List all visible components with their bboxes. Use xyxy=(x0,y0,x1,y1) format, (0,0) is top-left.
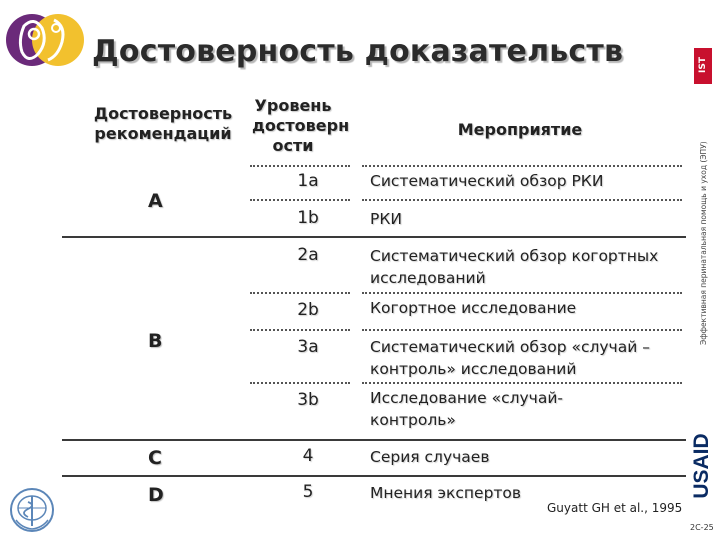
header-action: Мероприятие xyxy=(457,120,583,139)
mother-child-logo xyxy=(4,6,84,76)
divider-dotted xyxy=(250,165,350,167)
header-grade: Достоверность рекомендаций xyxy=(93,104,233,143)
divider-dotted xyxy=(362,199,682,201)
action-cell: РКИ xyxy=(370,210,402,228)
grade-b: B xyxy=(148,330,163,352)
level-cell: 1a xyxy=(297,171,319,191)
divider-solid xyxy=(62,236,686,238)
slide-title: Достоверность доказательств xyxy=(92,34,624,69)
divider-dotted xyxy=(362,382,682,384)
action-cell: Систематический обзор РКИ xyxy=(370,172,604,190)
divider-dotted xyxy=(250,329,350,331)
level-cell: 4 xyxy=(302,446,314,466)
usaid-logo: USAID xyxy=(690,433,713,499)
level-cell: 2b xyxy=(297,300,319,320)
grade-a: A xyxy=(148,190,163,212)
level-cell: 3a xyxy=(297,337,319,357)
side-caption: Эффективная перинатальная помощь и уход (ЭПУ) xyxy=(699,141,708,345)
action-cell: Мнения экспертов xyxy=(370,484,522,502)
level-cell: 3b xyxy=(297,390,319,410)
who-emblem xyxy=(8,486,56,534)
divider-dotted xyxy=(362,329,682,331)
action-cell: Систематический обзор когортных исследований xyxy=(370,247,659,287)
divider-dotted xyxy=(250,292,350,294)
citation: Guyatt GH et al., 1995 xyxy=(547,501,683,515)
action-cell: Исследование «случай- контроль» xyxy=(370,389,563,429)
slide-number: 2C-25 xyxy=(690,523,714,532)
level-cell: 2a xyxy=(297,245,319,265)
grade-c: C xyxy=(148,447,162,469)
grade-d: D xyxy=(148,484,164,506)
level-cell: 5 xyxy=(302,482,314,502)
action-cell: Серия случаев xyxy=(370,448,490,466)
divider-dotted xyxy=(250,382,350,384)
divider-solid xyxy=(62,475,686,477)
divider-dotted xyxy=(362,292,682,294)
ist-logo: IST xyxy=(694,48,712,84)
header-level: Уровень достоверн ости xyxy=(252,96,350,155)
divider-dotted xyxy=(362,165,682,167)
level-cell: 1b xyxy=(297,208,319,228)
divider-dotted xyxy=(250,199,350,201)
action-cell: Когортное исследование xyxy=(370,299,577,317)
divider-solid xyxy=(62,439,686,441)
action-cell: Систематический обзор «случай – контроль» исследований xyxy=(370,338,650,378)
